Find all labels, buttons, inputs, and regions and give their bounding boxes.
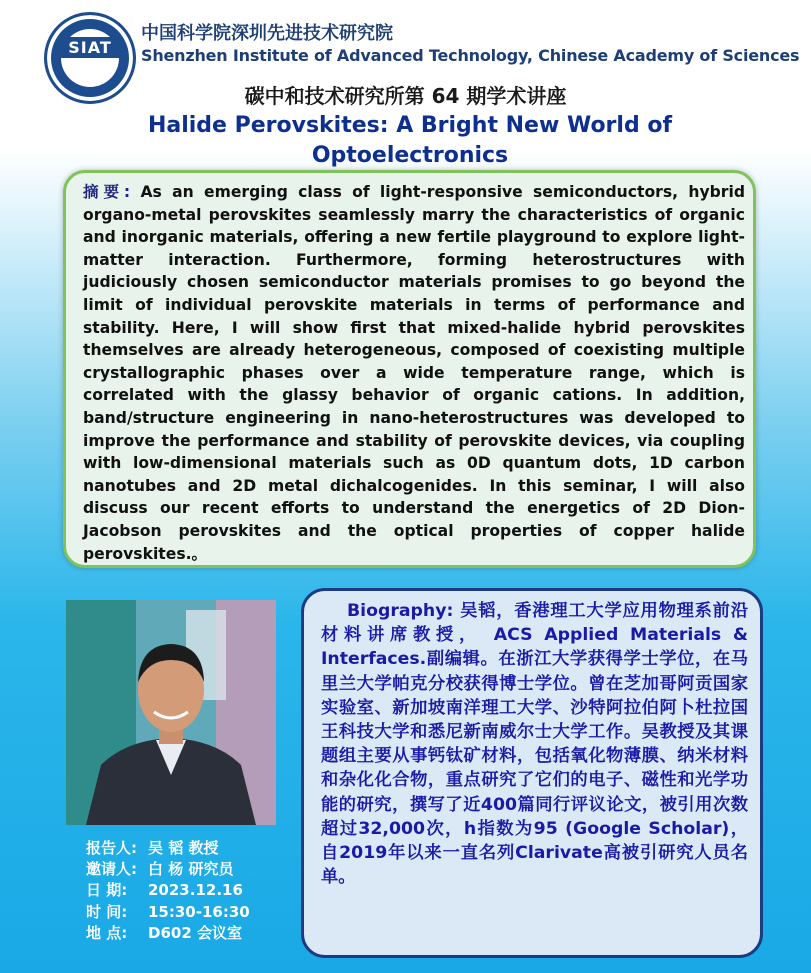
speaker-photo [66,600,276,825]
info-row-location: 地 点: D602 会议室 [86,923,242,942]
org-name-cn: 中国科学院深圳先进技术研究院 [141,23,393,44]
abstract-panel [63,170,756,568]
info-row-date: 日 期: 2023.12.16 [86,881,243,900]
lecture-series: 碳中和技术研究所第 64 期学术讲座 [244,84,567,108]
event-info [86,838,250,944]
info-row-inviter: 邀请人: 白 杨 研究员 [86,860,234,879]
lecture-title: Halide Perovskites: A Bright New World of Optoelectronics [147,113,673,168]
abstract-text: As an emerging class of light-responsive semiconductors, hybrid organo-metal perovskites seamlessly marry the characteristics of organic and inorganic materials, offering a new fertile playground to explore light-matter interaction. Furthermore, forming heterostructures with judiciously chosen semiconductor materials promises to go beyond the limit of individual perovskite materials in terms of performance and stability. Here, I will show first that mixed-halide hybrid perovskites themselves are already heterogeneous, composed of coexisting multiple crystallographic phases over a wide temperature range, which is correlated with the glassy behavior of organic cations. In addition, band/structure engineering in nano-heterostructures was developed to improve the performance and stability of perovskite devices, via coupling with low-dimensional materials such as 0D quantum dots, 1D carbon nanotubes and 2D metal dichalcogenides. In this seminar, I will also discuss our recent efforts to understand the energetics of 2D Dion-Jacobson perovskites and the optical properties of copper halide perovskites.。 [83,183,745,563]
abstract-label: 摘要: [83,183,131,201]
speaker-portrait-illustration [66,600,276,825]
biography-panel [301,588,763,958]
biography-text: Biography: 吴韬，香港理工大学应用物理系前沿材料讲席教授， ACS Applied Materials & Interfaces.副编辑。在浙江大学获得学士学位，在马里兰大学帕克分校获得博士学位。曾在芝加哥阿贡国家实验室、新加坡南洋理工大学、沙特阿拉伯阿卜杜拉国王科技大学和悉尼新南威尔士大学工作。吴教授及其课题组主要从事钙钛矿材料，包括氧化物薄膜、纳米材料和杂化化合物，重点研究了它们的电子、磁性和光学功能的研究，撰写了近400篇同行评议论文，被引用次数超过32,000次，h指数为95 (Google Scholar)，自2019年以来一直名列Clarivate高被引研究人员名单。 [321,601,748,888]
info-row-speaker: 报告人: 吴 韬 教授 [86,839,219,857]
info-row-time: 时 间: 15:30-16:30 [86,902,250,921]
org-name-en: Shenzhen Institute of Advanced Technology, Chinese Academy of Sciences [141,46,800,65]
logo-text: SIAT [59,37,121,58]
